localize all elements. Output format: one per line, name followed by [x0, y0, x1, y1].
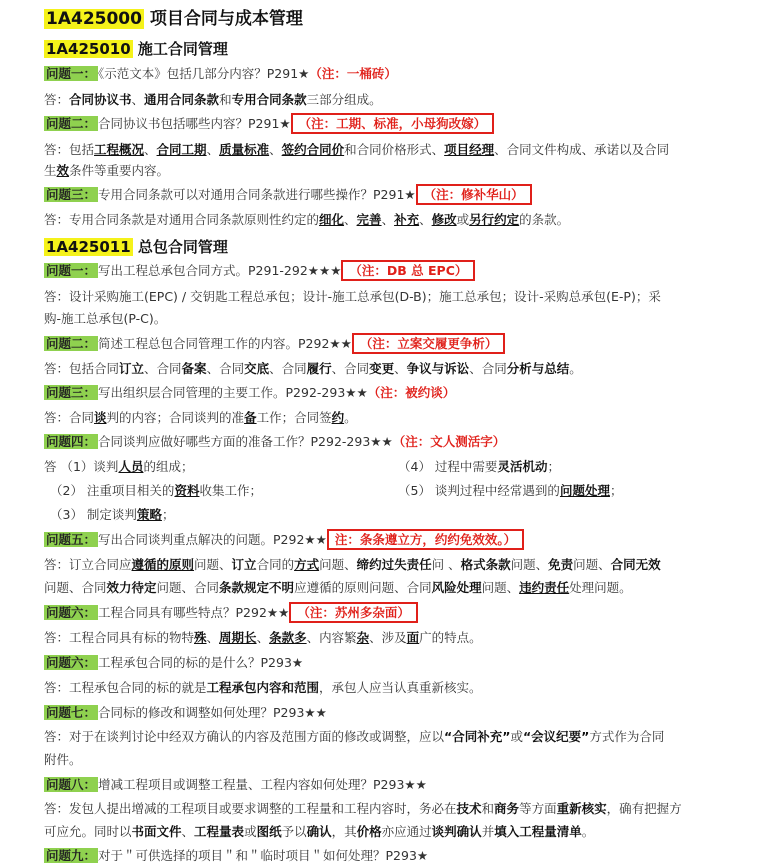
key-term: 履行	[306, 361, 332, 376]
answer-text: （2） 注重项目相关的	[50, 483, 175, 498]
key-term: 杂	[356, 630, 370, 645]
mnemonic-note: （注：被约谈）	[367, 385, 456, 400]
mnemonic-note: （注：工期、标准，小母狗改嫁）	[291, 113, 495, 134]
answer-text: 、	[131, 92, 145, 107]
answer-text: ，其	[331, 824, 357, 839]
answer-text: 问题、	[510, 557, 549, 572]
list-item	[44, 459, 193, 475]
answer-text: 或	[456, 212, 470, 227]
answer-text: 问 、	[431, 557, 461, 572]
key-term: 备	[244, 410, 257, 425]
key-term: 商务	[494, 801, 520, 816]
key-term: 争议与诉讼	[406, 361, 470, 376]
answer-text: 、合同	[206, 361, 245, 376]
question-tag: 问题一：	[46, 263, 97, 278]
key-term: 分析与总结	[506, 361, 570, 376]
answer-text: 问题、	[194, 557, 232, 572]
question-tag: 问题六：	[46, 605, 97, 620]
answer-text: ，承包人应当认真重新核实。	[319, 680, 482, 695]
key-term: 遵循的原则	[131, 557, 195, 572]
key-term: 谈	[94, 410, 107, 425]
answer-text: 、合同	[331, 361, 370, 376]
answer-text: 、涉及	[369, 630, 407, 645]
answer-text: 或	[244, 824, 257, 839]
key-term: 合同协议书	[69, 92, 132, 107]
answer-line	[44, 142, 669, 158]
chapter-code: 1A425000	[46, 9, 142, 29]
answer-prefix: 答：工程合同具有标的物特	[44, 630, 195, 645]
answer-text: 、	[181, 824, 195, 839]
answer-text: 广的特点。	[419, 630, 482, 645]
answer-text: 。	[581, 824, 595, 839]
key-term: 书面文件	[131, 824, 182, 839]
key-term: 签约合同价	[281, 142, 345, 157]
key-term: 项目经理	[444, 142, 495, 157]
answer-text: 、内容繁	[306, 630, 357, 645]
question-line	[44, 187, 532, 203]
chapter-name: 项目合同与成本管理	[143, 9, 303, 29]
key-term: 条款规定不明	[219, 580, 295, 595]
key-term: “合同补充”	[444, 729, 511, 744]
question-tag: 问题八：	[46, 777, 97, 792]
answer-text: （3） 制定谈判	[50, 507, 137, 522]
answer-text: 工作；合同签	[256, 410, 332, 425]
key-term: 技术	[456, 801, 482, 816]
mnemonic-note: （注：立案交履更争析）	[352, 333, 506, 354]
list-item	[398, 459, 560, 475]
key-term: 资料	[174, 483, 200, 498]
key-term: 周期长	[219, 630, 257, 645]
answer-text: （4） 过程中需要	[398, 459, 498, 474]
question-text: 工程承包合同的标的是什么？P293★	[98, 655, 304, 670]
answer-line	[44, 580, 632, 596]
key-term: 免责	[548, 557, 574, 572]
answer-prefix: 答：订立合同应	[44, 557, 132, 572]
answer-line	[44, 212, 569, 228]
answer-text: ，确有把握方	[606, 801, 682, 816]
question-line	[44, 434, 505, 450]
answer-prefix: 答：合同	[44, 410, 95, 425]
answer-text: 、	[381, 212, 395, 227]
key-term: 合同无效	[610, 557, 661, 572]
question-line	[44, 848, 428, 864]
question-tag: 问题七：	[46, 705, 97, 720]
key-term: 条款多	[269, 630, 307, 645]
answer-line	[44, 630, 482, 646]
answer-text: 、合同	[144, 361, 182, 376]
key-term: 面	[406, 630, 420, 645]
question-text: 《示范文本》包括几部分内容？P291★	[98, 66, 310, 81]
question-tag: 问题三：	[46, 385, 97, 400]
answer-text: 收集工作；	[199, 483, 262, 498]
key-term: 违约责任	[519, 580, 570, 595]
answer-text: 和	[481, 801, 495, 816]
key-term: 效	[56, 163, 70, 178]
key-term: “会议纪要”	[522, 729, 590, 744]
question-tag: 问题一：	[46, 66, 97, 81]
key-term: 备案	[181, 361, 207, 376]
key-term: 工程概况	[94, 142, 145, 157]
key-term: 补充	[394, 212, 420, 227]
question-line	[44, 777, 427, 793]
key-term: 谈判确认	[431, 824, 482, 839]
answer-prefix: 答：包括	[44, 142, 95, 157]
answer-line	[44, 163, 169, 179]
question-line	[44, 263, 475, 279]
answer-line	[44, 801, 682, 817]
answer-line	[44, 680, 482, 696]
answer-text: 的条款。	[519, 212, 570, 227]
key-term: 格式条款	[460, 557, 511, 572]
chapter-title	[44, 4, 303, 29]
question-text: 合同协议书包括哪些内容？P291★	[98, 116, 291, 131]
key-term: 人员	[118, 459, 144, 474]
question-tag: 问题五：	[46, 532, 97, 547]
answer-text: 处理问题。	[569, 580, 632, 595]
question-line	[44, 705, 327, 721]
answer-text: 的组成；	[143, 459, 194, 474]
key-term: 策略	[136, 507, 162, 522]
answer-prefix: 答：专用合同条款是对通用合同条款原则性约定的	[44, 212, 320, 227]
answer-text: 并	[481, 824, 495, 839]
key-term: 重新核实	[556, 801, 607, 816]
answer-text: 应遵循的原则问题、合同	[294, 580, 432, 595]
key-term: 缔约过失责任	[356, 557, 432, 572]
answer-text: 和	[219, 92, 232, 107]
key-term: 工程量表	[194, 824, 245, 839]
question-tag: 问题四：	[46, 434, 97, 449]
answer-text: 、	[256, 630, 270, 645]
key-term: 专用合同条款	[231, 92, 307, 107]
question-line	[44, 385, 455, 401]
question-text: 对于＂可供选择的项目＂和＂临时项目＂如何处理？P293★	[98, 848, 429, 863]
answer-text: 、	[269, 142, 282, 157]
answer-line: 购-施工总承包(P-C)。	[44, 311, 167, 326]
key-term: 质量标准	[219, 142, 270, 157]
question-text: 工程合同具有哪些特点？P292★★	[98, 605, 290, 620]
question-line	[44, 116, 494, 132]
key-term: 修改	[431, 212, 457, 227]
answer-text: 可应允。同时以	[44, 824, 132, 839]
answer-prefix: 答：对于在谈判讨论中经双方确认的内容及范围方面的修改或调整，应以	[44, 729, 445, 744]
answer-prefix: 答：包括合同	[44, 361, 120, 376]
answer-line	[44, 361, 582, 377]
answer-line: 附件。	[44, 752, 82, 767]
answer-text: ；	[161, 507, 175, 522]
answer-text: 合同的	[256, 557, 295, 572]
key-term: 殊	[194, 630, 207, 645]
mnemonic-note: 注：条条遵立方，约约免效效。）	[327, 529, 524, 550]
list-item	[50, 507, 174, 523]
question-text: 合同谈判应做好哪些方面的准备工作？P292-293★★	[98, 434, 393, 449]
answer-text: 和合同价格形式、	[344, 142, 445, 157]
answer-prefix: 答：工程承包合同的标的就是	[44, 680, 207, 695]
key-term: 通用合同条款	[144, 92, 220, 107]
answer-text: ；	[609, 483, 623, 498]
section-title-1	[44, 38, 228, 59]
question-text: 简述工程总包合同管理工作的内容。P292★★	[98, 336, 352, 351]
question-line	[44, 655, 303, 671]
question-tag: 问题九：	[46, 848, 97, 863]
list-item	[50, 483, 262, 499]
key-term: 价格	[356, 824, 382, 839]
key-term: 订立	[231, 557, 257, 572]
mnemonic-note: （注：修补华山）	[416, 184, 532, 205]
section-name-2: 总包合同管理	[132, 238, 228, 256]
question-text: 写出组织层合同管理的主要工作。P292-293★★	[98, 385, 368, 400]
key-term: 灵活机动	[497, 459, 548, 474]
question-line	[44, 605, 418, 621]
answer-text: 。	[344, 410, 357, 425]
answer-text: 问题、合同	[44, 580, 107, 595]
answer-text: 、	[206, 630, 220, 645]
mnemonic-note: （注：DB 总 EPC）	[341, 260, 475, 281]
question-text: 增减工程项目或调整工程量、工程内容如何处理？P293★★	[98, 777, 427, 792]
answer-text: （5） 谈判过程中经常遇到的	[398, 483, 560, 498]
answer-text: 、合同	[469, 361, 507, 376]
key-term: 变更	[369, 361, 395, 376]
answer-text: 问题、	[481, 580, 520, 595]
answer-text: 、合同文件构成、承诺以及合同	[494, 142, 670, 157]
answer-text: 、	[144, 142, 157, 157]
answer-text: 条件等重要内容。	[69, 163, 170, 178]
answer-line	[44, 557, 661, 573]
key-term: 确认	[306, 824, 332, 839]
question-tag: 问题三：	[46, 187, 97, 202]
answer-text: 、合同	[269, 361, 307, 376]
answer-line: 答：设计采购施工(EPC) / 交钥匙工程总承包；设计-施工总承包(D-B)；施工总承包；设计-采购总承包(E-P)；采	[44, 289, 661, 304]
mnemonic-note: （注：苏州多杂面）	[289, 602, 418, 623]
question-text: 写出合同谈判重点解决的问题。P292★★	[98, 532, 327, 547]
answer-text: 等方面	[519, 801, 557, 816]
key-term: 问题处理	[559, 483, 610, 498]
answer-text: 判的内容；合同谈判的准	[106, 410, 245, 425]
answer-text: ；	[547, 459, 560, 474]
question-tag: 问题二：	[46, 336, 97, 351]
answer-text: 三部分组成。	[306, 92, 382, 107]
answer-text: 。	[569, 361, 582, 376]
key-term: 图纸	[256, 824, 282, 839]
question-line	[44, 336, 505, 352]
section-code-2: 1A425011	[46, 238, 131, 256]
key-term: 工程承包内容和范围	[206, 680, 320, 695]
answer-text: 或	[510, 729, 523, 744]
key-term: 效力待定	[106, 580, 157, 595]
answer-text: 予以	[281, 824, 307, 839]
answer-text: 、	[206, 142, 220, 157]
answer-prefix: 答：发包人提出增减的工程项目或要求调整的工程量和工程内容时，务必在	[44, 801, 457, 816]
answer-text: 答 （1）谈判	[44, 459, 119, 474]
answer-line	[44, 410, 357, 426]
key-term: 风险处理	[431, 580, 482, 595]
answer-text: 问题、合同	[156, 580, 220, 595]
answer-text: 亦应通过	[381, 824, 432, 839]
question-line	[44, 66, 397, 82]
question-text: 合同标的修改和调整如何处理？P293★★	[98, 705, 327, 720]
key-term: 方式	[294, 557, 320, 572]
key-term: 完善	[356, 212, 382, 227]
section-name-1: 施工合同管理	[132, 40, 228, 58]
mnemonic-note: （注：一桶砖）	[309, 66, 397, 81]
question-tag: 问题六：	[46, 655, 97, 670]
answer-text: 、	[394, 361, 407, 376]
question-text: 专用合同条款可以对通用合同条款进行哪些操作？P291★	[98, 187, 416, 202]
answer-text: 、	[344, 212, 357, 227]
answer-text: 问题、	[573, 557, 611, 572]
answer-line	[44, 92, 382, 108]
question-line	[44, 532, 524, 548]
answer-text: 生	[44, 163, 57, 178]
question-tag: 问题二：	[46, 116, 97, 131]
question-text: 写出工程总承包合同方式。P291-292★★★	[98, 263, 342, 278]
key-term: 订立	[119, 361, 145, 376]
key-term: 细化	[319, 212, 345, 227]
key-term: 约	[331, 410, 345, 425]
answer-prefix: 答：	[44, 92, 70, 107]
key-term: 另行约定	[469, 212, 520, 227]
section-code-1: 1A425010	[46, 40, 131, 58]
answer-text: 、	[419, 212, 432, 227]
key-term: 填入工程量清单	[494, 824, 582, 839]
key-term: 交底	[244, 361, 270, 376]
mnemonic-note: （注：文人测活字）	[392, 434, 506, 449]
key-term: 合同工期	[156, 142, 207, 157]
answer-text: 方式作为合同	[589, 729, 665, 744]
section-title-2	[44, 236, 228, 257]
list-item	[398, 483, 622, 499]
answer-line	[44, 824, 594, 840]
answer-line	[44, 729, 664, 745]
answer-text: 问题、	[319, 557, 357, 572]
